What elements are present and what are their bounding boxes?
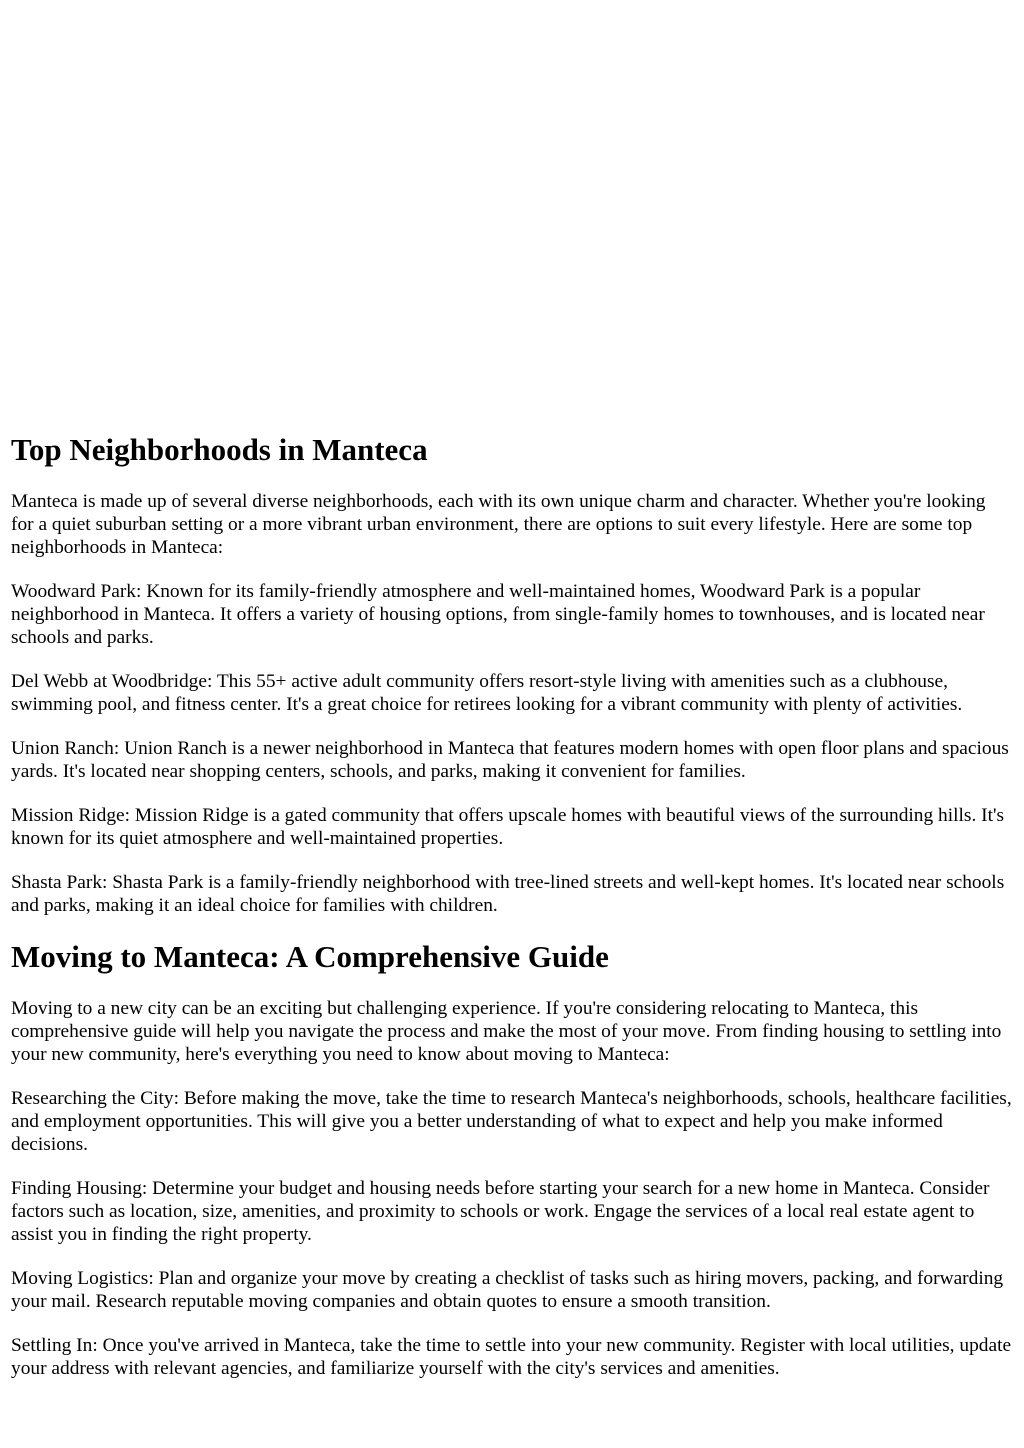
paragraph-intro-moving: Moving to a new city can be an exciting but challenging experience. If you're considering relocating to Manteca, this comprehensive guide will help you navigate the process and make the most of your move. From finding housing to settling into your new community, here's everything you need to know about moving to Manteca: bbox=[11, 998, 1002, 1065]
section-heading-neighborhoods: Top Neighborhoods in Manteca bbox=[11, 432, 428, 467]
paragraph-mission-ridge: Mission Ridge: Mission Ridge is a gated community that offers upscale homes with beautiful views of the surrounding hills. It's known for its quiet atmosphere and well-maintained properties. bbox=[11, 805, 1005, 849]
paragraph-intro-neighborhoods: Manteca is made up of several diverse neighborhoods, each with its own unique charm and character. Whether you're looking for a quiet suburban setting or a more vibrant urban environment, there are options to suit every lifestyle. Here are some top neighborhoods in Manteca: bbox=[11, 491, 986, 558]
section-moving-guide bbox=[11, 939, 1012, 1380]
paragraph-researching-city: Researching the City: Before making the move, take the time to research Manteca's neighborhoods, schools, healthcare facilities, and employment opportunities. This will give you a better understanding of what to expect and help you make informed decisions. bbox=[11, 1088, 1012, 1155]
blank-top-area bbox=[11, 0, 1012, 432]
paragraph-settling-in: Settling In: Once you've arrived in Manteca, take the time to settle into your new community. Register with local utilities, update your address with relevant agencies, and familiarize yourself with the city's services and amenities. bbox=[11, 1335, 1012, 1379]
paragraph-del-webb: Del Webb at Woodbridge: This 55+ active adult community offers resort-style living with amenities such as a clubhouse, swimming pool, and fitness center. It's a great choice for retirees looking for a vibrant community with plenty of activities. bbox=[11, 671, 963, 715]
paragraph-shasta-park: Shasta Park: Shasta Park is a family-friendly neighborhood with tree-lined streets and well-kept homes. It's located near schools and parks, making it an ideal choice for families with children. bbox=[11, 872, 1005, 916]
paragraph-finding-housing: Finding Housing: Determine your budget and housing needs before starting your search for a new home in Manteca. Consider factors such as location, size, amenities, and proximity to schools or work. Engage the services of a local real estate agent to assist you in finding the right property. bbox=[11, 1178, 990, 1245]
section-heading-moving-guide: Moving to Manteca: A Comprehensive Guide bbox=[11, 939, 609, 974]
section-top-neighborhoods bbox=[11, 432, 1012, 917]
paragraph-union-ranch: Union Ranch: Union Ranch is a newer neighborhood in Manteca that features modern homes with open floor plans and spacious yards. It's located near shopping centers, schools, and parks, making it convenient for families. bbox=[11, 738, 1009, 782]
paragraph-woodward-park: Woodward Park: Known for its family-friendly atmosphere and well-maintained homes, Woodward Park is a popular neighborhood in Manteca. It offers a variety of housing options, from single-family homes to townhouses, and is located near schools and parks. bbox=[11, 581, 985, 648]
paragraph-moving-logistics: Moving Logistics: Plan and organize your move by creating a checklist of tasks such as hiring movers, packing, and forwarding your mail. Research reputable moving companies and obtain quotes to ensure a smooth transition. bbox=[11, 1268, 1004, 1312]
